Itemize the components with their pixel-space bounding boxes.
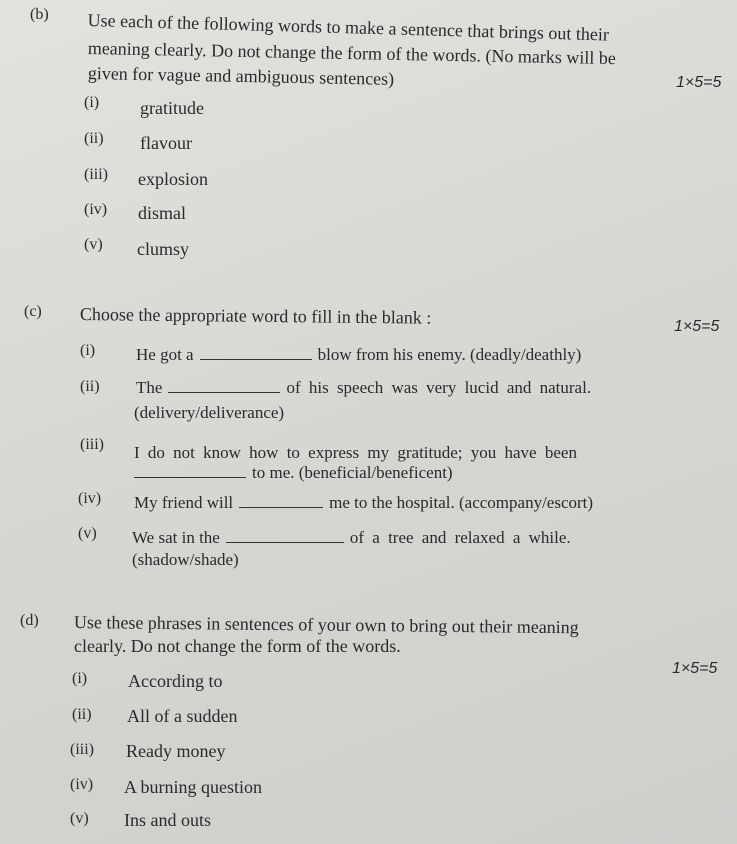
answer-blank — [200, 358, 312, 360]
section-b-marks: 1×5=5 — [676, 74, 722, 91]
list-item-word: dismal — [138, 203, 186, 223]
sentence-after-blank: blow from his enemy. (deadly/deathly) — [317, 345, 582, 364]
list-item-number: (ii) — [80, 378, 100, 395]
fill-in-sentence — [136, 345, 581, 365]
list-item-number: (i) — [84, 94, 100, 111]
sentence-after-blank: me to the hospital. (accompany/escort) — [329, 493, 594, 512]
section-b-instruction-line3: given for vague and ambiguous sentences) — [87, 63, 395, 89]
list-item-word: gratitude — [140, 98, 204, 118]
sentence-after-blank: of a tree and relaxed a while. — [349, 528, 571, 547]
options-text: (delivery/deliverance) — [134, 403, 285, 422]
fill-in-sentence — [134, 463, 453, 483]
sentence-before-blank: My friend will — [134, 493, 234, 512]
section-b-instruction-line2: meaning clearly. Do not change the form of the words. (No marks will be — [87, 38, 617, 69]
section-d-instruction-line1: Use these phrases in sentences of your own to bring out their meaning — [73, 612, 579, 638]
answer-blank — [134, 476, 246, 478]
list-item-phrase: All of a sudden — [127, 706, 238, 726]
list-item-phrase: According to — [128, 671, 223, 691]
answer-blank — [239, 506, 323, 508]
list-item-number: (iv) — [78, 490, 102, 507]
list-item-phrase: A burning question — [124, 777, 262, 797]
list-item-number: (i) — [80, 342, 96, 359]
section-b-label: (b) — [30, 6, 49, 23]
list-item-number: (v) — [78, 525, 97, 542]
answer-blank — [226, 541, 344, 543]
answer-blank — [168, 391, 280, 393]
list-item-word: clumsy — [137, 239, 189, 259]
sentence-after-blank: to me. (beneficial/beneficent) — [252, 463, 453, 482]
sentence-line1: I do not know how to express my gratitude; you have been — [134, 443, 577, 462]
list-item-number: (iii) — [70, 741, 94, 758]
section-d-instruction-line2: clearly. Do not change the form of the words. — [74, 636, 401, 656]
section-d-label: (d) — [20, 612, 39, 629]
sentence-after-blank: of his speech was very lucid and natural. — [286, 378, 592, 397]
options-text: (shadow/shade) — [132, 550, 239, 569]
section-c-marks: 1×5=5 — [674, 318, 720, 335]
list-item-phrase: Ins and outs — [124, 810, 211, 830]
section-c-label: (c) — [24, 303, 42, 320]
list-item-number: (i) — [72, 670, 88, 687]
fill-in-sentence — [134, 493, 593, 513]
list-item-number: (iii) — [84, 166, 108, 183]
list-item-number: (iv) — [84, 201, 108, 218]
sentence-before-blank: The — [136, 378, 163, 397]
sentence-before-blank: We sat in the — [132, 528, 220, 547]
section-d-marks: 1×5=5 — [672, 660, 718, 677]
list-item-phrase: Ready money — [126, 741, 226, 761]
list-item-number: (ii) — [84, 130, 104, 147]
list-item-number: (v) — [84, 236, 103, 253]
list-item-number: (iv) — [70, 776, 94, 793]
list-item-word: flavour — [140, 133, 192, 153]
sentence-before-blank: He got a — [136, 345, 194, 364]
list-item-number: (iii) — [80, 436, 104, 453]
fill-in-sentence — [132, 528, 571, 548]
section-b-instruction-line1: Use each of the following words to make a sentence that brings out their — [87, 10, 610, 45]
section-c-instruction: Choose the appropriate word to fill in the blank : — [79, 304, 432, 328]
list-item-word: explosion — [138, 169, 208, 189]
list-item-number: (v) — [70, 810, 89, 827]
list-item-number: (ii) — [72, 706, 92, 723]
fill-in-sentence — [136, 378, 591, 398]
